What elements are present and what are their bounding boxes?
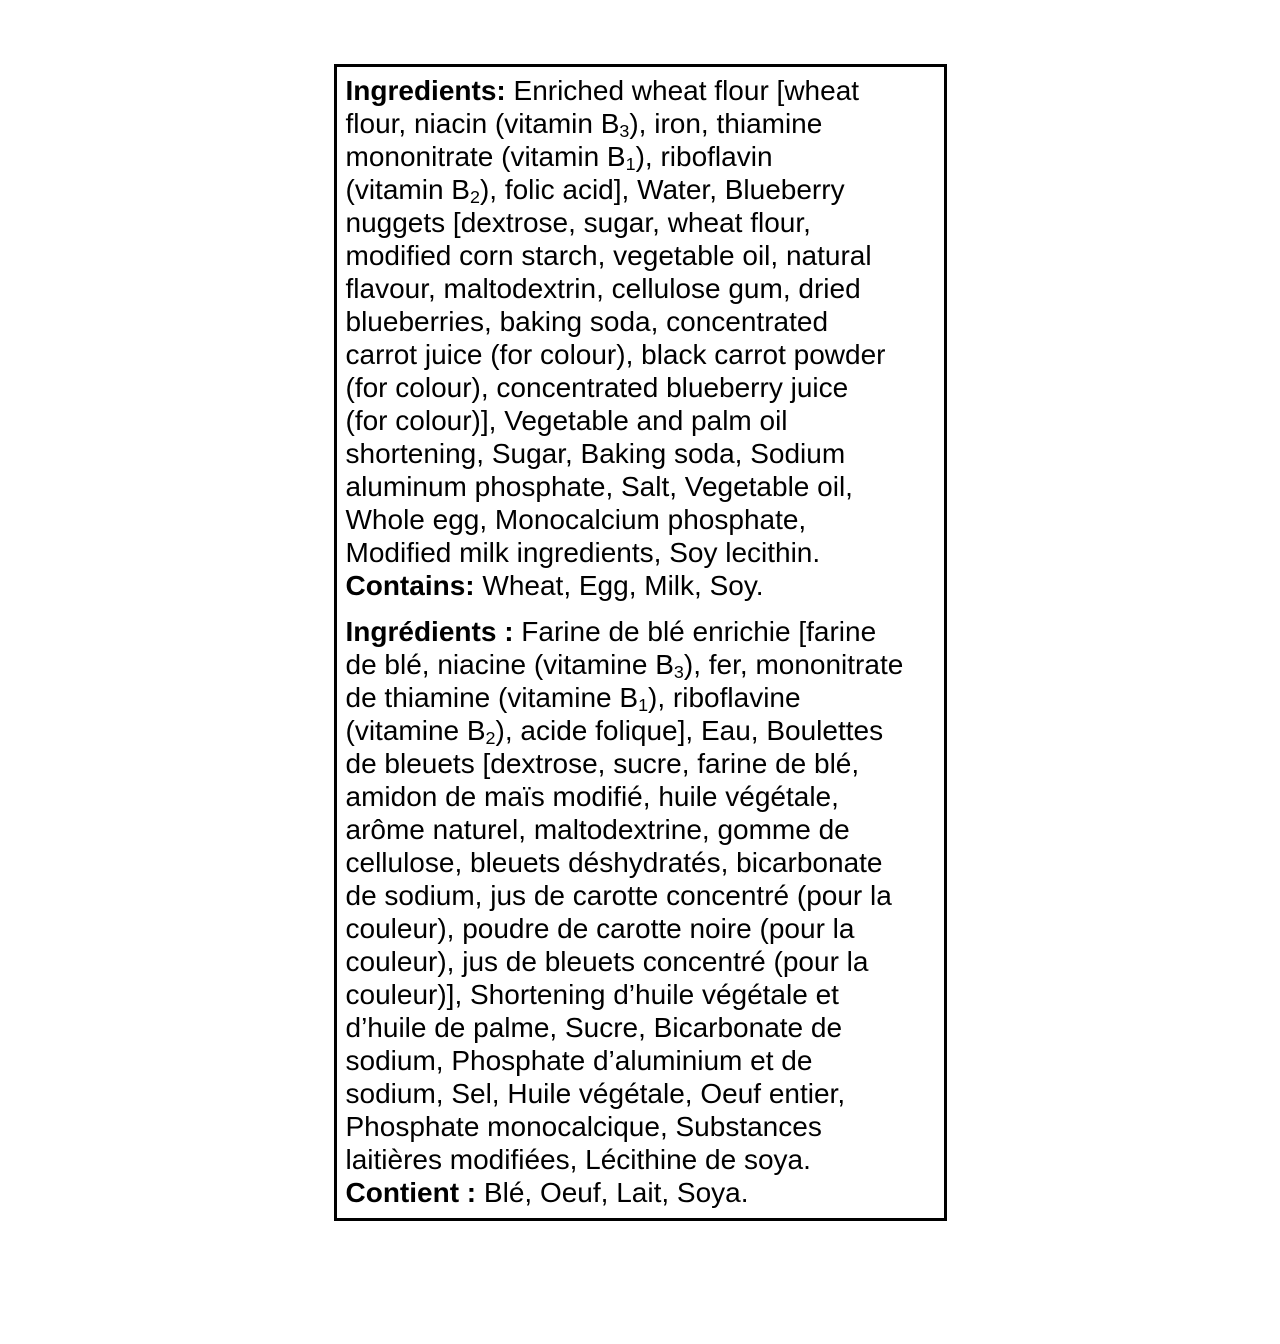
ingredients-english-paragraph: Ingredients: Enriched wheat flour [wheat flour, niacin (vitamin B3), iron, thiamine mononitrate (vitamin B1), riboflavin (vitamin B2), folic acid], Water, Blueberry nuggets [dextrose, sugar, wheat flour, modified corn starch, vegetable oil, natural flavour, maltodextrin, cellulose gum, dried blueberries, baking soda, concentrated carrot juice (for colour), black carrot powder (for colour), concentrated blueberry juice (for colour)], Vegetable and palm oil shortening, Sugar, Baking soda, Sodium aluminum phosphate, Salt, Vegetable oil, Whole egg, Monocalcium phosphate, Modified milk ingredients, Soy lecithin. Contains: Wheat, Egg, Milk, Soy. xyxy=(345,75,886,601)
ingredients-french-paragraph: Ingrédients : Farine de blé enrichie [farine de blé, niacine (vitamine B3), fer, mononitrate de thiamine (vitamine B1), riboflavine (vitamine B2), acide folique], Eau, Boulettes de bleuets [dextrose, sucre, farine de blé, amidon de maïs modifié, huile végétale, arôme naturel, maltodextrine, gomme de cellulose, bleuets déshydratés, bicarbonate de sodium, jus de carotte concentré (pour la couleur), poudre de carotte noire (pour la couleur), jus de bleuets concentré (pour la couleur)], Shortening d’huile végétale et d’huile de palme, Sucre, Bicarbonate de sodium, Phosphate d’aluminium et de sodium, Sel, Huile végétale, Oeuf entier, Phosphate monocalcique, Substances laitières modifiées, Lécithine de soya. Contient : Blé, Oeuf, Lait, Soya. xyxy=(345,616,904,1208)
ingredient-label xyxy=(334,64,947,1221)
